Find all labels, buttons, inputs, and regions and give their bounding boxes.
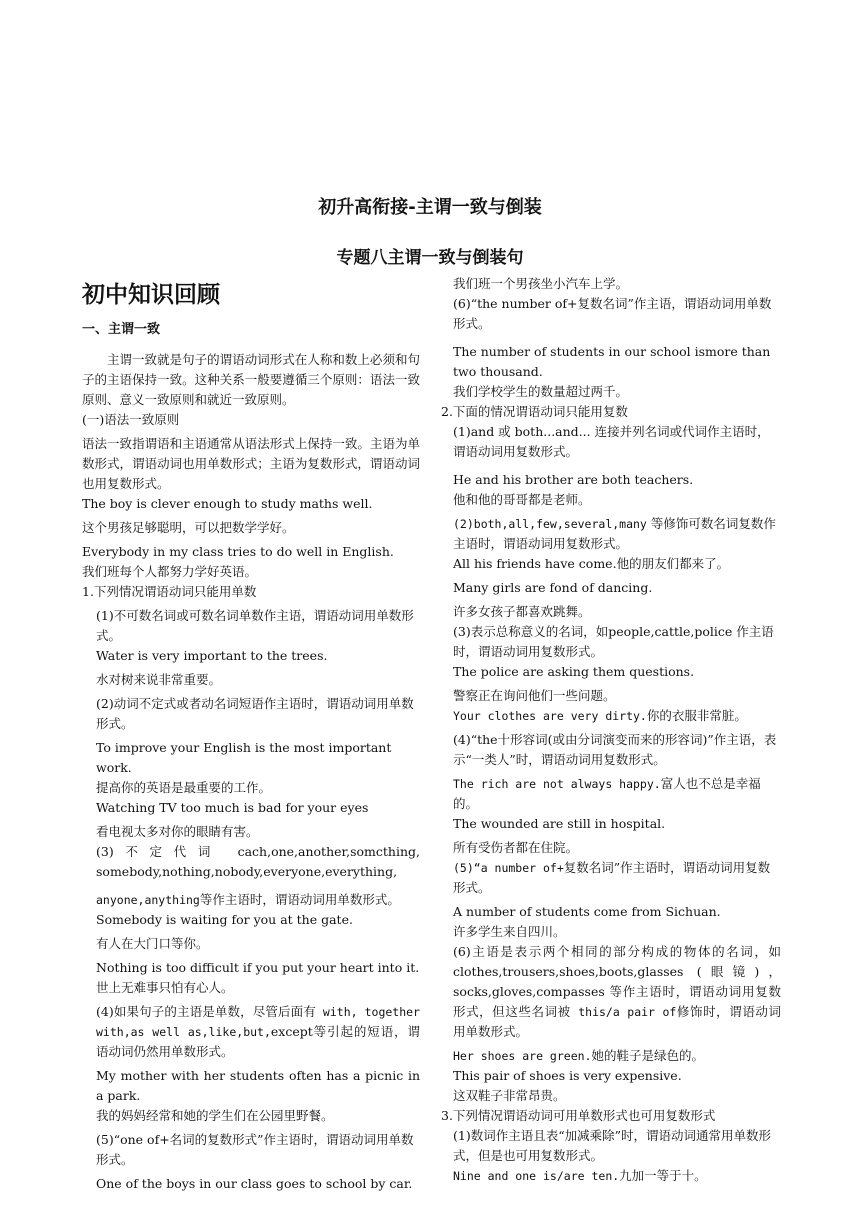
example-en: To improve your English is the most important work. — [96, 740, 392, 775]
example-cn: 提高你的英语是最重要的工作。 — [96, 780, 272, 795]
rule-heading: 1.下列情况谓语动词只能用单数 — [82, 584, 257, 599]
rule-text: except等引起的短语，谓语动词仍然用单数形式。 — [96, 1024, 421, 1059]
example-cn: 看电视太多对你的眼睛有害。 — [96, 824, 259, 839]
principle-heading: (一)语法一致原则 — [82, 412, 180, 427]
example-cn: 我的妈妈经常和她的学生们在公园里野餐。 — [96, 1108, 334, 1123]
example-cn: 世上无难事只怕有心人。 — [96, 980, 234, 995]
example-cn: 这双鞋子非常昂贵。 — [453, 1088, 566, 1103]
rule-item: (3)表示总称意义的名词，如people,cattle,police 作主语时，谓语动词用复数形式。 — [453, 624, 774, 659]
example-cn: 水对树来说非常重要。 — [96, 672, 222, 687]
example-line — [453, 774, 781, 814]
example-en: Water is very important to the trees. — [96, 648, 328, 663]
mono-term: with, together with,as well as,like,but, — [96, 1005, 420, 1039]
rule-item: (5)“one of+名词的复数形式”作主语时，谓语动词用单数形式。 — [96, 1132, 414, 1167]
rule-heading: 3.下列情况谓语动词可用单数形式也可用复数形式 — [441, 1108, 716, 1123]
example-cn: 他的朋友们都来了。 — [616, 556, 730, 571]
subsection-heading: 一、主谓一致 — [82, 322, 161, 337]
example-en: Watching TV too much is bad for your eyes — [96, 800, 369, 815]
example-cn: 九加一等于十。 — [619, 1168, 707, 1183]
example-en: Nothing is too difficult if you put your heart into it. — [96, 960, 420, 975]
example-line — [453, 554, 781, 574]
example-en: My mother with her students often has a picnic in a park. — [96, 1068, 420, 1103]
rule-item — [96, 890, 420, 910]
example-cn: 富人也不总是幸福的。 — [453, 776, 761, 811]
right-column — [441, 274, 781, 1186]
rule-1-block — [82, 606, 420, 1194]
example-en: Nine and one is/are ten. — [453, 1169, 620, 1183]
rule-item — [453, 858, 781, 898]
rule-text: (4)如果句子的主语是单数，尽管后面有 — [96, 1004, 316, 1019]
rule-item — [453, 942, 781, 1042]
rule-2-block — [441, 422, 781, 1106]
rule-item: (3)不定代词 cach,one,another,somcthing, somebody,nothing,nobody,everyone,everything, — [96, 844, 420, 879]
mono-term: (5)“a number of+ — [453, 861, 564, 875]
example-en: Your clothes are very dirty. — [453, 709, 647, 723]
rule-text: 复数名词”作主语时，谓语动词用复数形式。 — [453, 860, 771, 895]
page-title: 初升高衔接-主谓一致与倒装 — [318, 197, 542, 218]
rule-item: (2)动词不定式或者动名词短语作主语时，谓语动词用单数形式。 — [96, 696, 414, 731]
example-line — [453, 706, 781, 726]
example-cn: 我们班每个人都努力学好英语。 — [82, 564, 258, 579]
left-column — [82, 274, 420, 1194]
intro-paragraph: 主谓一致就是句子的谓语动词形式在人称和数上必须和句子的主语保持一致。这种关系一般要遵循三个原则：语法一致原则、意义一致原则和就近一致原则。 — [82, 352, 420, 407]
example-line — [453, 1166, 781, 1186]
example-en: Somebody is waiting for you at the gate. — [96, 912, 353, 927]
example-cn: 这个男孩足够聪明，可以把数学学好。 — [82, 520, 295, 535]
example-en: One of the boys in our class goes to school by car. — [96, 1176, 413, 1191]
example-en: The boy is clever enough to study maths well. — [82, 496, 373, 511]
mono-term: anyone,anything — [96, 893, 200, 907]
example-line — [453, 1046, 781, 1066]
rule-3-block — [441, 1126, 781, 1186]
example-en: Many girls are fond of dancing. — [453, 580, 653, 595]
rule-item: (1)不可数名词或可数名词单数作主语，谓语动词用单数形式。 — [96, 608, 414, 643]
example-cn: 所有受伤者都在住院。 — [453, 840, 579, 855]
example-en: He and his brother are both teachers. — [453, 472, 694, 487]
example-en: This pair of shoes is very expensive. — [453, 1068, 682, 1083]
example-cn: 你的衣服非常脏。 — [646, 708, 747, 723]
rule-item: (6)“the number of+复数名词”作主语，谓语动词用单数形式。 — [453, 296, 772, 331]
example-en: The rich are not always happy. — [453, 777, 661, 791]
example-cn: 有人在大门口等你。 — [96, 936, 209, 951]
principle-description: 语法一致指谓语和主语通常从语法形式上保持一致。主语为单数形式，谓语动词也用单数形式；主语为复数形式，谓语动词也用复数形式。 — [82, 436, 420, 491]
rule-text: 等修饰可数名词复数作主语时，谓语动词用复数形式。 — [453, 516, 776, 551]
rule-item: (4)“the十形容词(或由分词演变而来的形容词)”作主语，表示“一类人”时，谓语动词用复数形式。 — [453, 732, 777, 767]
example-en: The number of students in our school ismore than two thousand. — [453, 344, 771, 379]
mono-term: (2)both,all,few,several,many — [453, 517, 647, 531]
example-en: The police are asking them questions. — [453, 664, 695, 679]
rule-heading: 2.下面的情况谓语动词只能用复数 — [441, 404, 628, 419]
rule-item — [96, 1002, 420, 1062]
example-en: Everybody in my class tries to do well in English. — [82, 544, 394, 559]
example-cn: 她的鞋子是绿色的。 — [591, 1048, 704, 1063]
page-subtitle: 专题八主谓一致与倒装句 — [336, 248, 524, 268]
rule-text: 修饰时，谓语动词用单数形式。 — [453, 1004, 781, 1039]
example-en: The wounded are still in hospital. — [453, 816, 666, 831]
example-cn: 我们班一个男孩坐小汽车上学。 — [453, 276, 629, 291]
example-en: Her shoes are green. — [453, 1049, 592, 1063]
example-cn: 我们学校学生的数量超过两千。 — [453, 384, 629, 399]
rule-item: (1)and 或 both...and... 连接并列名词或代词作主语时，谓语动词用复数形式。 — [453, 424, 770, 459]
example-cn: 警察正在询问他们一些问题。 — [453, 688, 616, 703]
example-en: All his friends have come. — [453, 556, 617, 571]
rule-text: (6)主语是表示两个相同的部分构成的物体的名词，如 clothes,trousers,shoes,boots,glasses (眼镜)，socks,gloves,compasses 等作主语时，谓语动词用复数形式，但这些名词被 — [453, 944, 781, 1019]
example-cn: 他和他的哥哥都是老师。 — [453, 492, 591, 507]
rule-text: 等作主语时，谓语动词用单数形式。 — [199, 892, 400, 907]
rule-item — [453, 514, 781, 554]
example-en: A number of students come from Sichuan. — [453, 904, 721, 919]
example-cn: 许多女孩子都喜欢跳舞。 — [453, 604, 591, 619]
section-heading: 初中知识回顾 — [82, 282, 220, 308]
example-cn: 许多学生来自四川。 — [453, 924, 566, 939]
rule-1-continued — [441, 274, 781, 402]
mono-term: this/a pair of — [570, 1005, 677, 1019]
rule-item: (1)数词作主语且表“加减乘除”时，谓语动词通常用单数形式，但是也可用复数形式。 — [453, 1128, 771, 1163]
